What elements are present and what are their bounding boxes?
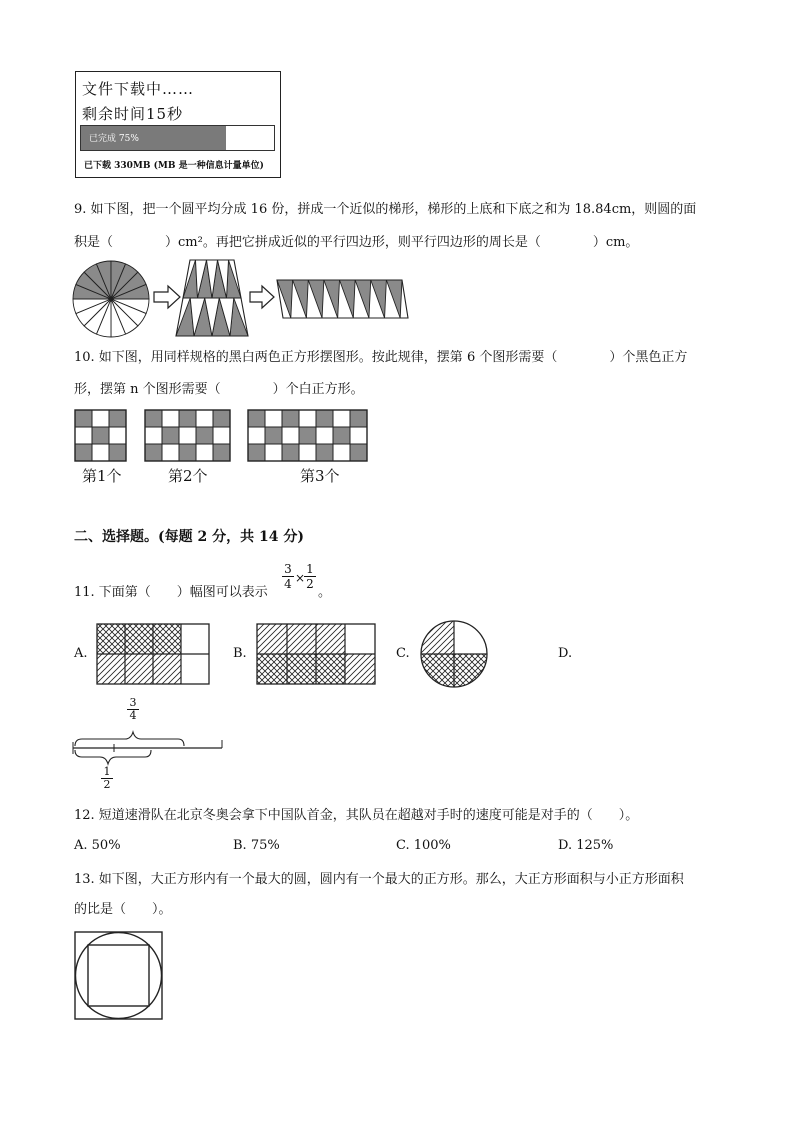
checker-cell <box>162 427 179 444</box>
pattern-2 <box>145 410 230 461</box>
parallelogram-sector <box>277 280 293 318</box>
question-9-line1: 9. 如下图，把一个圆平均分成 16 份，拼成一个近似的梯形，梯形的上底和下底之和为 18.84cm，则圆的面 <box>74 202 697 217</box>
question-11-end: 。 <box>318 585 332 600</box>
times-sign: × <box>295 571 306 585</box>
checker-cell <box>179 410 196 427</box>
checker-cell <box>350 427 367 444</box>
trapezoid-shape <box>176 260 248 336</box>
checker-cell <box>162 444 179 461</box>
checker-cell <box>333 427 350 444</box>
option-b-figure[interactable] <box>257 624 375 684</box>
checker-cell <box>145 427 162 444</box>
option-d-figure[interactable] <box>70 722 230 767</box>
parallelogram-sector <box>293 280 309 318</box>
question-13-line2: 的比是（ ）。 <box>74 902 172 917</box>
checker-cell <box>282 410 299 427</box>
option-b[interactable]: B. 75% <box>233 838 280 853</box>
checker-cell <box>162 410 179 427</box>
arrow-right-icon <box>154 286 180 308</box>
checker-cell <box>265 444 282 461</box>
question-11-text: 11. 下面第（ ）幅图可以表示 <box>74 585 268 600</box>
section-2-title: 二、选择题。(每题 2 分，共 14 分) <box>74 529 304 545</box>
fraction-denominator: 2 <box>304 576 316 591</box>
pattern-3-label: 第3个 <box>300 467 340 485</box>
checker-cell <box>248 427 265 444</box>
checker-cell <box>299 444 316 461</box>
arrow-right-icon <box>250 286 274 308</box>
pattern-3 <box>248 410 367 461</box>
checker-cell <box>179 444 196 461</box>
parallelogram-sector <box>308 280 324 318</box>
checker-cell <box>316 444 333 461</box>
downloaded-size-note: 已下载 330MB (MB 是一种信息计量单位) <box>84 161 264 171</box>
fraction-1-2 <box>304 562 316 591</box>
sectored-circle <box>73 261 149 337</box>
fraction-3-4 <box>282 562 294 591</box>
trapezoid-sector <box>227 260 242 298</box>
download-status-text: 文件下载中…… <box>82 80 195 98</box>
option-d-label[interactable]: D. <box>558 646 573 661</box>
parallelogram-sector <box>340 280 356 318</box>
checker-cell <box>196 410 213 427</box>
question-10-line1: 10. 如下图，用同样规格的黑白两色正方形摆图形。按此规律，摆第 6 个图形需要（ ）个黑色正方 <box>74 350 688 365</box>
pattern-2-label: 第2个 <box>168 467 208 485</box>
progress-bar <box>80 125 275 151</box>
option-a-label[interactable]: A. <box>74 646 88 661</box>
checker-cell <box>213 444 230 461</box>
download-progress-figure <box>75 71 281 178</box>
checker-cell <box>299 410 316 427</box>
fraction-denominator: 4 <box>127 709 139 722</box>
square-circle-square-figure <box>74 930 166 1022</box>
fraction-denominator: 4 <box>282 576 294 591</box>
checker-cell <box>109 427 126 444</box>
checker-cell <box>350 410 367 427</box>
fraction-1-2-label <box>101 766 113 791</box>
checker-cell <box>265 410 282 427</box>
checker-cell <box>316 410 333 427</box>
parallelogram-sector <box>386 280 402 318</box>
checker-cell <box>196 444 213 461</box>
checker-cell <box>248 410 265 427</box>
option-a[interactable]: A. 50% <box>74 838 121 853</box>
checker-cell <box>282 427 299 444</box>
fraction-option-figures <box>94 620 494 690</box>
question-13-line1: 13. 如下图，大正方形内有一个最大的圆，圆内有一个最大的正方形。那么，大正方形面积与小正方形面积 <box>74 872 684 887</box>
fraction-numerator: 1 <box>103 765 111 778</box>
option-c[interactable]: C. 100% <box>396 838 451 853</box>
fraction-numerator: 1 <box>306 562 314 576</box>
checker-cell <box>213 427 230 444</box>
question-10-line2: 形，摆第 n 个图形需要（ ）个白正方形。 <box>74 382 364 397</box>
checker-pattern-figure <box>74 408 374 464</box>
checker-cell <box>145 444 162 461</box>
parallelogram-sector <box>324 280 340 318</box>
option-c-figure[interactable] <box>421 621 487 687</box>
fraction-numerator: 3 <box>284 562 292 576</box>
checker-cell <box>92 410 109 427</box>
fraction-denominator: 2 <box>101 778 113 791</box>
checker-cell <box>109 444 126 461</box>
option-d[interactable]: D. 125% <box>558 838 614 853</box>
checker-cell <box>333 410 350 427</box>
checker-cell <box>75 427 92 444</box>
checker-cell <box>196 427 213 444</box>
parallelogram-sector <box>371 280 387 318</box>
parallelogram-sector <box>355 280 371 318</box>
pattern-1-label: 第1个 <box>82 467 122 485</box>
fraction-numerator: 3 <box>129 696 137 709</box>
checker-cell <box>213 410 230 427</box>
option-c-label[interactable]: C. <box>396 646 410 661</box>
checker-cell <box>92 427 109 444</box>
checker-cell <box>316 427 333 444</box>
question-9-line2: 积是（ ）cm²。再把它拼成近似的平行四边形，则平行四边形的周长是（ ）cm。 <box>74 235 639 250</box>
progress-label: 已完成 75% <box>89 134 139 144</box>
checker-cell <box>179 427 196 444</box>
option-b-label[interactable]: B. <box>233 646 247 661</box>
trapezoid-sector <box>183 260 198 298</box>
checker-cell <box>333 444 350 461</box>
option-a-figure[interactable] <box>97 624 209 684</box>
checker-cell <box>75 410 92 427</box>
checker-cell <box>109 410 126 427</box>
fraction-3-4-label <box>127 697 139 722</box>
parallelogram-shape <box>277 280 408 318</box>
checker-cell <box>265 427 282 444</box>
question-12-text: 12. 短道速滑队在北京冬奥会拿下中国队首金，其队员在超越对手时的速度可能是对手的（ ）。 <box>74 808 639 823</box>
checker-cell <box>299 427 316 444</box>
checker-cell <box>282 444 299 461</box>
checker-cell <box>75 444 92 461</box>
checker-cell <box>145 410 162 427</box>
checker-cell <box>350 444 367 461</box>
remaining-time-text: 剩余时间15秒 <box>82 105 184 123</box>
checker-cell <box>248 444 265 461</box>
pattern-1 <box>75 410 126 461</box>
checker-cell <box>92 444 109 461</box>
circle-to-trapezoid-figure <box>70 252 410 344</box>
